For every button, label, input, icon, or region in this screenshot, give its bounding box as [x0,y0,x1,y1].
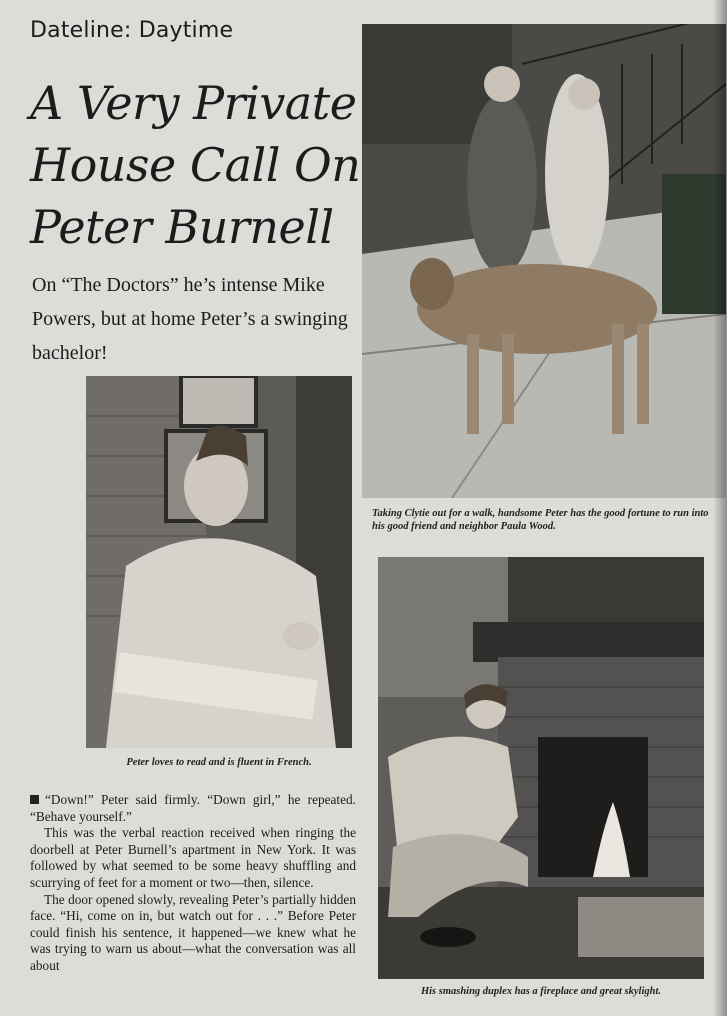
article-paragraph-3: The door opened slowly, revealing Peter’s partially hidden face. “Hi, come on in, but watch out for . . .” Before Peter could finish his sentence, it happened—we knew what he was trying to warn us about—what the conversation was all about [30,891,356,973]
headline-line-3: Peter Burnell [30,200,334,254]
subhead: On “The Doctors” he’s intense Mike Powers, but at home Peter’s a swinging bachelor! [32,274,348,364]
section-label: Dateline: Daytime [30,18,234,43]
reading-photo [86,376,352,748]
fireplace-photo [378,557,704,979]
street-dog-photo [362,24,726,498]
street-dog-caption: Taking Clytie out for a walk, handsome Peter has the good fortune to run into his good friend and neighbor Paula Wood. [372,508,709,532]
article-paragraph-1: “Down!” Peter said firmly. “Down girl,” he repeated. “Behave yourself.” [30,792,356,824]
article-paragraph-2: This was the verbal reaction received when ringing the doorbell at Peter Burnell’s apartment in New York. It was followed by what seemed to be some heavy shuffling and scurrying of feet for a moment or two—then, silence. [30,825,356,890]
square-bullet-icon [30,795,39,804]
headline-line-2: House Call On [30,138,361,192]
headline-line-1: A Very Private [30,76,357,130]
article-body [30,792,356,975]
reading-caption: Peter loves to read and is fluent in French. [126,757,312,768]
fireplace-caption: His smashing duplex has a fireplace and great skylight. [420,986,662,997]
headline [30,72,360,258]
page-edge-shadow [713,0,727,1016]
